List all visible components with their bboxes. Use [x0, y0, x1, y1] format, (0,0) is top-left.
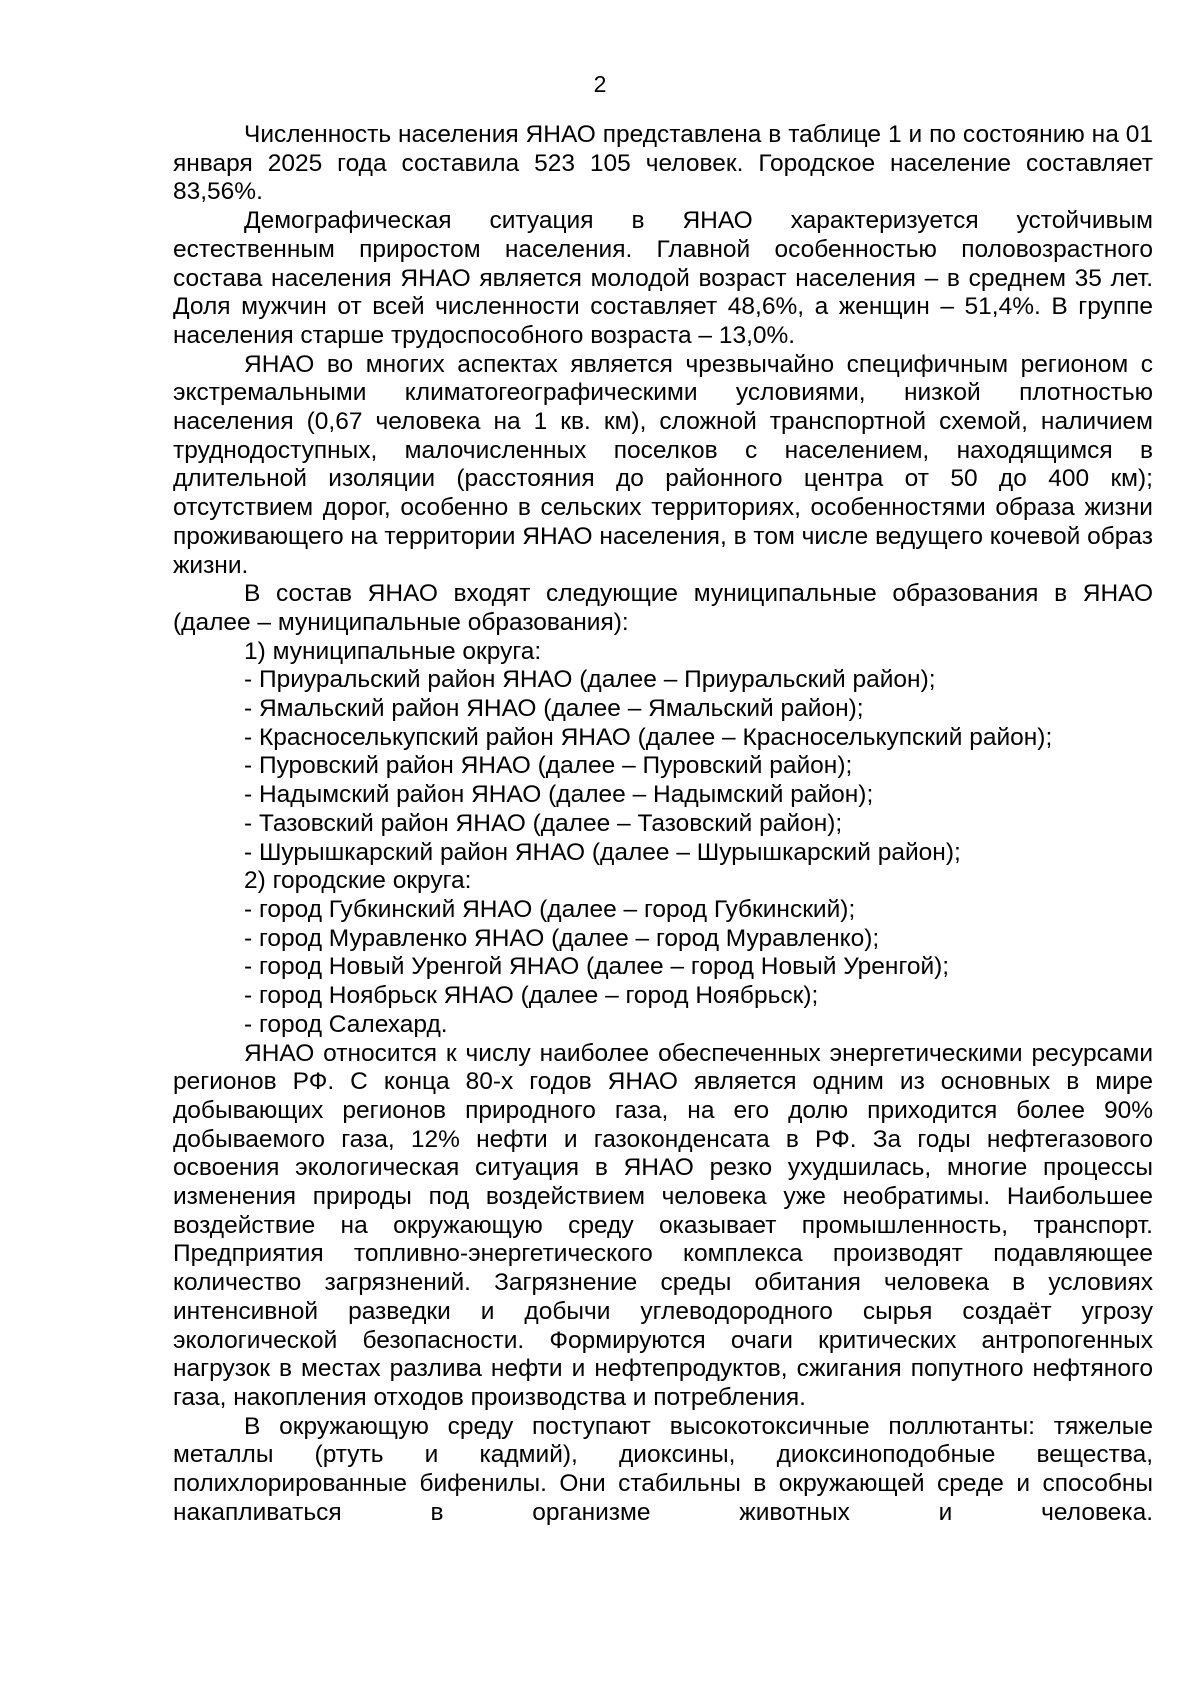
page-number: 2 [593, 71, 607, 97]
paragraph-population: Численность населения ЯНАО представлена в таблице 1 и по состоянию на 01 января 2025 года составила 523 105 человек. Городское население составляет 83,56%. [173, 121, 1153, 206]
list-item: - Шурышкарский район ЯНАО (далее – Шурышкарский район); [244, 838, 961, 866]
list-item: - город Новый Уренгой ЯНАО (далее – город Новый Уренгой); [244, 953, 950, 981]
list-item: - город Муравленко ЯНАО (далее – город Муравленко); [244, 924, 880, 952]
list-item: - город Губкинский ЯНАО (далее – город Губкинский); [244, 895, 856, 923]
paragraph-energy-ecology: ЯНАО относится к числу наиболее обеспеченных энергетическими ресурсами регионов РФ. С конца 80-х годов ЯНАО является одним из основных в мире добывающих регионов природного газа, на его долю приходится более 90% добываемого газа, 12% нефти и газоконденсата в РФ. За годы нефтегазового освоения экологическая ситуация в ЯНАО резко ухудшилась, многие процессы изменения природы под воздействием человека уже необратимы. Наибольшее воздействие на окружающую среду оказывает промышленность, транспорт. Предприятия топливно-энергетического комплекса производят подавляющее количество загрязнений. Загрязнение среды обитания человека в условиях интенсивной разведки и добычи углеводородного сырья создаёт угрозу экологической безопасности. Формируются очаги критических антропогенных нагрузок в местах разлива нефти и нефтепродуктов, сжигания попутного нефтяного газа, накопления отходов производства и потребления. [173, 1039, 1153, 1411]
list-item: - Надымский район ЯНАО (далее – Надымский район); [244, 781, 874, 809]
list-item: - город Салехард. [244, 1010, 448, 1038]
list-item: - Пуровский район ЯНАО (далее – Пуровский район); [244, 752, 853, 780]
list-heading-districts: 1) муниципальные округа: [244, 637, 542, 665]
list-item: - город Ноябрьск ЯНАО (далее – город Ноябрьск); [244, 982, 819, 1010]
paragraph-region-specifics: ЯНАО во многих аспектах является чрезвычайно специфичным регионом с экстремальными климатогеографическими условиями, низкой плотностью населения (0,67 человека на 1 кв. км), сложной транспортной схемой, наличием труднодоступных, малочисленных поселков с населением, находящимся в длительной изоляции (расстояния до районного центра от 50 до 400 км); отсутствием дорог, особенно в сельских территориях, особенностями образа жизни проживающего на территории ЯНАО населения, в том числе ведущего кочевой образ жизни. [173, 350, 1153, 579]
municipal-list [173, 638, 1153, 1040]
list-heading-cities: 2) городские округа: [244, 867, 472, 895]
list-item: - Красноселькупский район ЯНАО (далее – Красноселькупский район); [244, 723, 1053, 751]
document-body [173, 121, 1153, 1527]
paragraph-pollutants: В окружающую среду поступают высокотоксичные поллютанты: тяжелые металлы (ртуть и кадмий), диоксины, диоксиноподобные вещества, полихлорированные бифенилы. Они стабильны в окружающей среде и способны накапливаться в организме животных и человека. [173, 1412, 1153, 1526]
paragraph-demographics: Демографическая ситуация в ЯНАО характеризуется устойчивым естественным приростом населения. Главной особенностью половозрастного состава населения ЯНАО является молодой возраст населения – в среднем 35 лет. Доля мужчин от всей численности составляет 48,6%, а женщин – 51,4%. В группе населения старше трудоспособного возраста – 13,0%. [173, 207, 1153, 349]
list-item: - Тазовский район ЯНАО (далее – Тазовский район); [244, 809, 843, 837]
list-item: - Ямальский район ЯНАО (далее – Ямальский район); [244, 695, 864, 723]
list-item: - Приуральский район ЯНАО (далее – Приуральский район); [244, 666, 936, 694]
paragraph-municipalities-intro: В состав ЯНАО входят следующие муниципальные образования в ЯНАО (далее – муниципальные образования): [173, 580, 1153, 636]
